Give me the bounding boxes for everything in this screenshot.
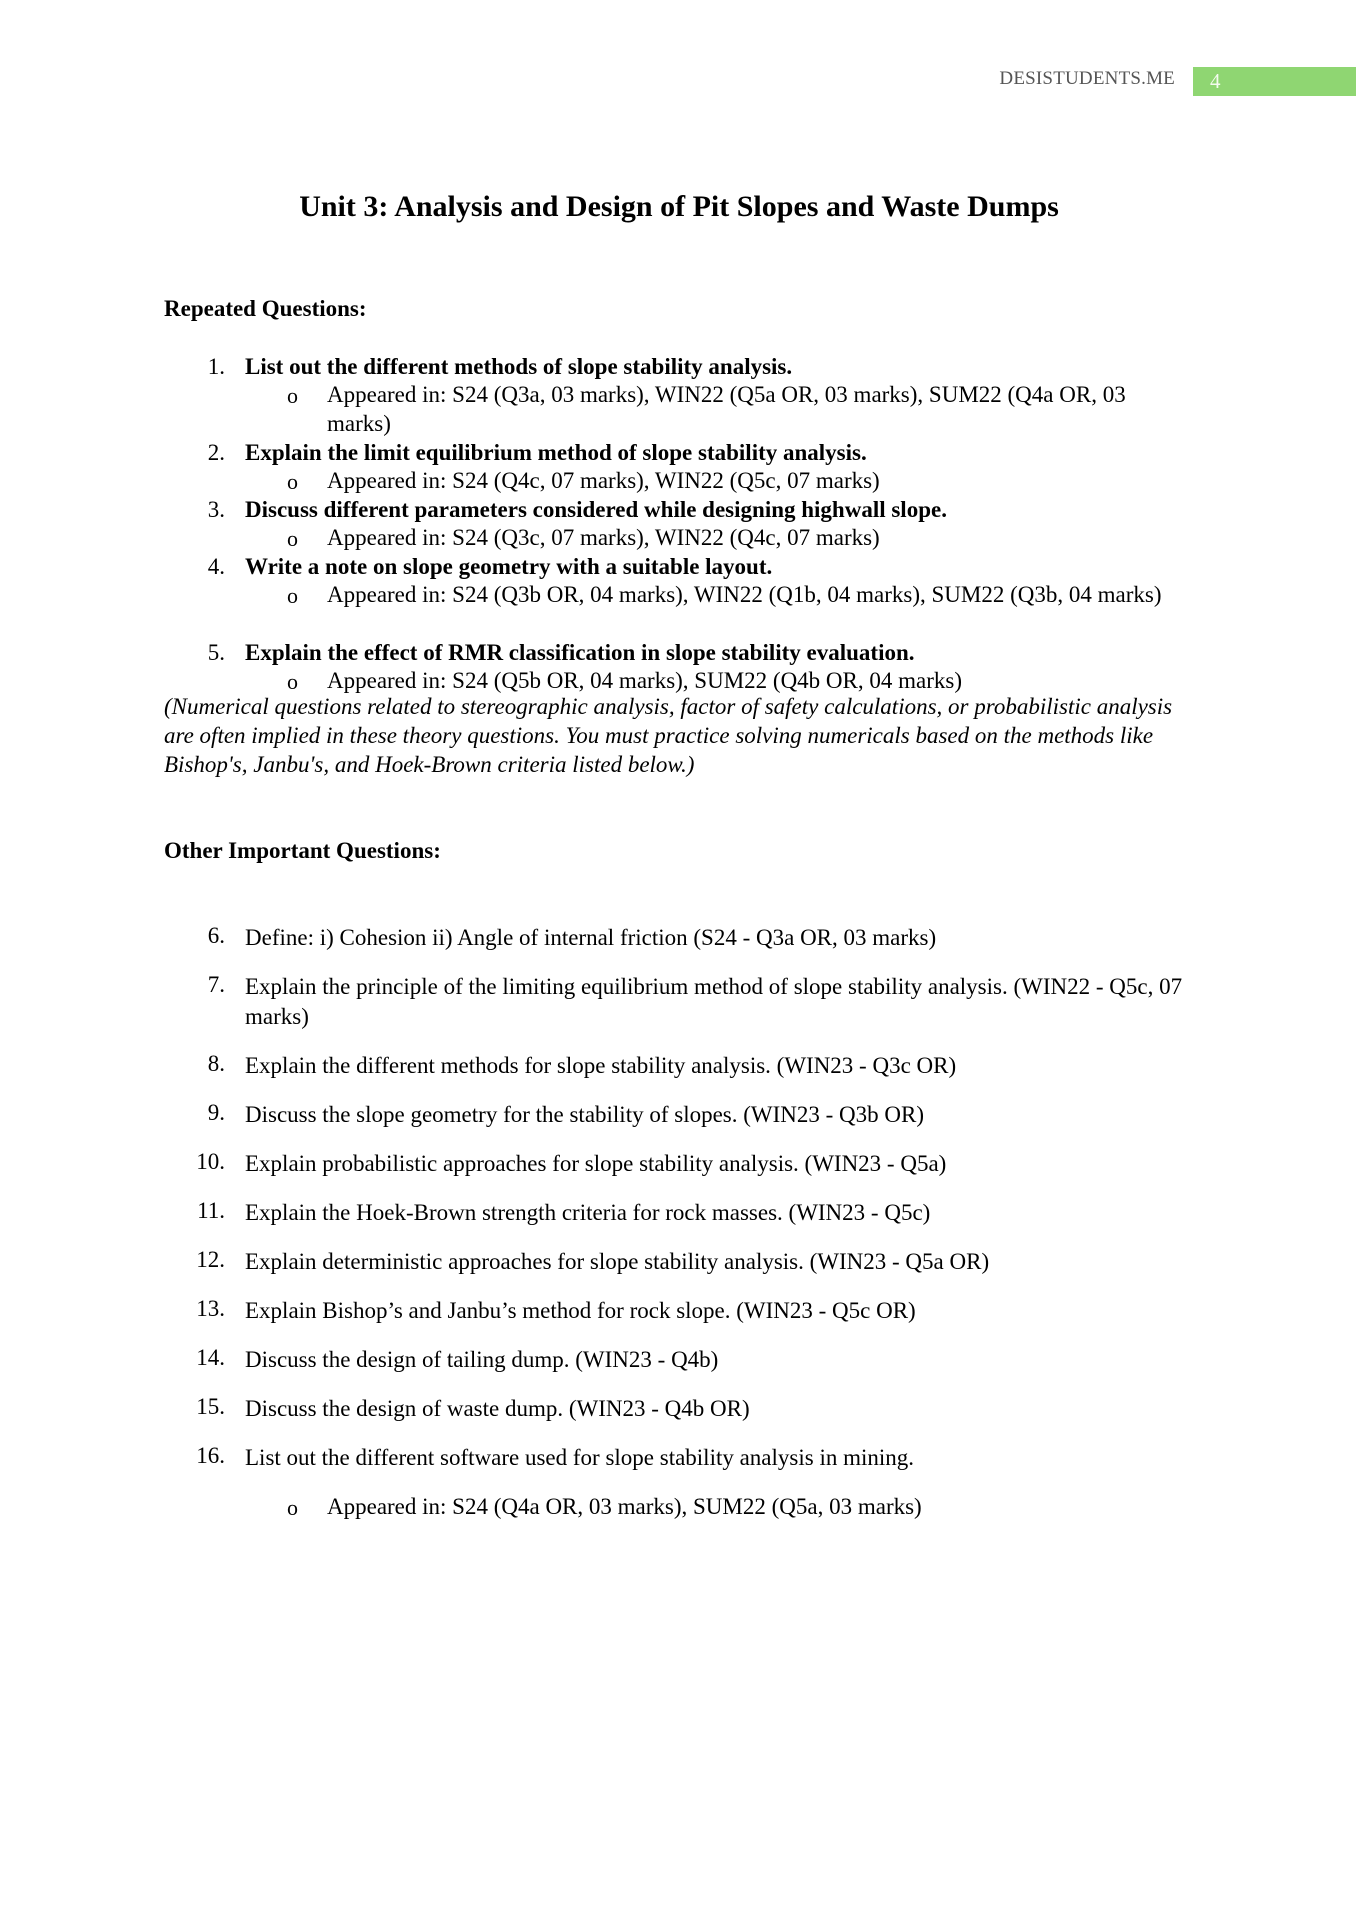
- appeared-in: Appeared in: S24 (Q4a OR, 03 marks), SUM22 (Q5a, 03 marks): [327, 1494, 922, 1519]
- repeated-question: Discuss different parameters considered while designing highwall slope.: [245, 497, 947, 522]
- other-question: Discuss the slope geometry for the stability of slopes. (WIN23 - Q3b OR): [245, 1102, 925, 1127]
- appeared-in: Appeared in: S24 (Q3c, 07 marks), WIN22 (Q4c, 07 marks): [327, 525, 880, 550]
- list-number: 12.: [196, 1247, 225, 1272]
- appeared-in: Appeared in: S24 (Q5b OR, 04 marks), SUM22 (Q4b OR, 04 marks): [327, 668, 962, 693]
- numerical-note: (Numerical questions related to stereographic analysis, factor of safety calculations, or probabilistic analysis are often implied in these theory questions. You must practice solving numericals based on the methods like Bishop's, Janbu's, and Hoek-Brown criteria listed below.): [164, 694, 1173, 777]
- appeared-in: Appeared in: S24 (Q4c, 07 marks), WIN22 (Q5c, 07 marks): [327, 468, 880, 493]
- other-question: Explain the Hoek-Brown strength criteria for rock masses. (WIN23 - Q5c): [245, 1200, 931, 1225]
- other-question: List out the different software used for slope stability analysis in mining.: [245, 1445, 915, 1470]
- section-heading-repeated: Repeated Questions:: [164, 296, 367, 321]
- page-number: 4: [1210, 69, 1221, 93]
- bullet-icon: o: [287, 469, 298, 494]
- list-number: 5.: [207, 640, 225, 665]
- bullet-icon: o: [287, 383, 298, 408]
- list-number: 6.: [207, 923, 225, 948]
- list-number: 3.: [207, 497, 225, 522]
- list-number: 15.: [196, 1394, 225, 1419]
- repeated-question: Explain the limit equilibrium method of slope stability analysis.: [245, 440, 867, 465]
- list-number: 11.: [197, 1198, 225, 1223]
- list-number: 4.: [207, 554, 225, 579]
- other-question: Explain probabilistic approaches for slope stability analysis. (WIN23 - Q5a): [245, 1151, 947, 1176]
- appeared-in: Appeared in: S24 (Q3a, 03 marks), WIN22 (Q5a OR, 03 marks), SUM22 (Q4a OR, 03 marks): [327, 382, 1126, 436]
- bullet-icon: o: [287, 669, 298, 694]
- bullet-icon: o: [287, 526, 298, 551]
- bullet-icon: o: [287, 583, 298, 608]
- section-heading-other: Other Important Questions:: [164, 838, 441, 863]
- document-title: Unit 3: Analysis and Design of Pit Slopes and Waste Dumps: [299, 190, 1059, 223]
- other-question: Explain Bishop’s and Janbu’s method for rock slope. (WIN23 - Q5c OR): [245, 1298, 916, 1323]
- other-question: Discuss the design of waste dump. (WIN23 - Q4b OR): [245, 1396, 750, 1421]
- list-number: 16.: [196, 1443, 225, 1468]
- list-number: 14.: [196, 1345, 225, 1370]
- list-number: 2.: [207, 440, 225, 465]
- other-question: Define: i) Cohesion ii) Angle of internal friction (S24 - Q3a OR, 03 marks): [245, 925, 937, 950]
- list-number: 8.: [207, 1051, 225, 1076]
- appeared-in: Appeared in: S24 (Q3b OR, 04 marks), WIN22 (Q1b, 04 marks), SUM22 (Q3b, 04 marks): [327, 582, 1162, 607]
- site-brand: DESISTUDENTS.ME: [999, 68, 1175, 89]
- repeated-question: Explain the effect of RMR classification in slope stability evaluation.: [245, 640, 915, 665]
- repeated-question: Write a note on slope geometry with a suitable layout.: [245, 554, 773, 579]
- bullet-icon: o: [287, 1495, 298, 1520]
- list-number: 10.: [196, 1149, 225, 1174]
- other-question: Explain the different methods for slope stability analysis. (WIN23 - Q3c OR): [245, 1053, 957, 1078]
- list-number: 13.: [196, 1296, 225, 1321]
- other-question: Discuss the design of tailing dump. (WIN23 - Q4b): [245, 1347, 719, 1372]
- repeated-question: List out the different methods of slope stability analysis.: [245, 354, 793, 379]
- other-question: Explain the principle of the limiting equilibrium method of slope stability analysis. (WIN22 - Q5c, 07 marks): [245, 974, 1183, 1029]
- list-number: 1.: [207, 354, 225, 379]
- list-number: 7.: [207, 972, 225, 997]
- page-number-badge: [1193, 67, 1356, 96]
- list-number: 9.: [207, 1100, 225, 1125]
- other-question: Explain deterministic approaches for slope stability analysis. (WIN23 - Q5a OR): [245, 1249, 990, 1274]
